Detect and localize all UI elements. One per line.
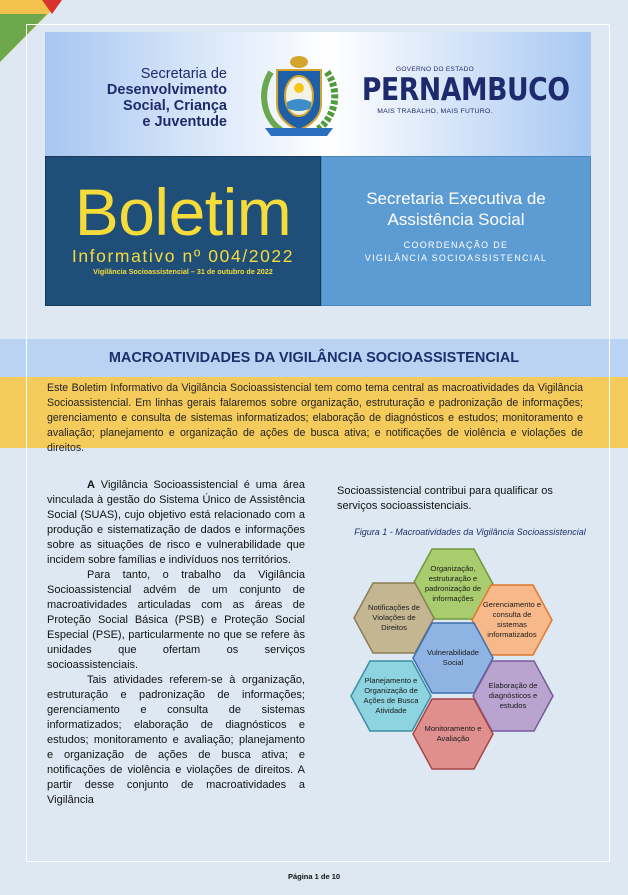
section-title: MACROATIVIDADES DA VIGILÂNCIA SOCIOASSISTENCIAL (0, 339, 628, 377)
hex-planejamento: Planejamento e Organização de Ações de Busca Atividade (350, 660, 432, 732)
frame-line-left (26, 339, 27, 448)
hex-notificacoes: Notificações de Violações de Direitos (353, 582, 435, 654)
boletim-date: Vigilância Socioassistencial – 31 de outubro de 2022 (93, 267, 273, 276)
boletim-number: Informativo nº 004/2022 (71, 246, 295, 266)
executive-secretariat-block (321, 156, 591, 306)
paragraph-2: Para tanto, o trabalho da Vigilância Socioassistencial advém de um conjunto de macroatividades articuladas com as áreas de Proteção Social Básica (PSB) e Proteção Social Especial (PSE), particularmente no que se refere às unidades que ofertam os serviços socioassistenciais. (47, 569, 305, 671)
boletim-title: Boletim (74, 175, 292, 249)
intro-paragraph: Este Boletim Informativo da Vigilância Socioassistencial tem como tema central as macroatividades da Vigilância Socioassistencial. Em linhas gerais falaremos sobre organização, estruturação e padronização de informações; gerenciamento e consulta de sistemas informatizados; elaboração de diagnósticos e estudos; monitoramento e avaliação; planejamento e organização de ações de busca ativa; e notificações de violência e violações de direitos. (47, 382, 583, 454)
paragraph-3: Tais atividades referem-se à organização, estruturação e padronização de informações; gerenciamento e consulta de sistemas informatizados; elaboração de diagnósticos e estudos; monitoramento e avaliação; planejamento e organização de ações de busca ativa; e notificações de violência e violações de direitos. A partir desse conjunto de macroatividades a Vigilância (47, 674, 305, 806)
hex-vulnerabilidade: Vulnerabilidade Social (412, 622, 494, 694)
secretaria-name: Secretaria de Desenvolvimento Social, Criança e Juventude (106, 66, 227, 130)
page-number: Página 1 de 10 (287, 872, 341, 881)
coat-of-arms-icon (255, 52, 343, 140)
hex-elaboracao: Elaboração de diagnósticos e estudos (472, 660, 554, 732)
hex-monitoramento: Monitoramento e Avaliação (412, 698, 494, 770)
hex-organizacao: Organização, estruturação e padronização de informações (412, 548, 494, 620)
coordination-name: COORDENAÇÃO DE VIGILÂNCIA SOCIOASSISTENCIAL (364, 240, 548, 263)
government-logo: GOVERNO DO ESTADO PERNAMBUCO MAIS TRABALHO, MAIS FUTURO. (361, 66, 570, 115)
executive-title: Secretaria Executiva de Assistência Social (366, 189, 546, 229)
body-right-column: Socioassistencial contribui para qualificar os serviços socioassistenciais. (337, 485, 553, 512)
body-left-column (47, 478, 305, 808)
macroactivities-diagram (352, 546, 552, 774)
frame-line-right (609, 339, 610, 448)
boletim-title-block (45, 156, 321, 306)
hex-gerenciamento: Gerenciamento e consulta de sistemas informatizados (471, 584, 553, 656)
header-banner (45, 32, 591, 156)
intro-band (0, 377, 628, 454)
paragraph-1: A Vigilância Socioassistencial é uma área vinculada à gestão do Sistema Único de Assistência Social (SUAS), cujo objetivo está relacionado com a produção e sistematização de dados e informações sobre as situações de risco e vulnerabilidade que incidem sobre famílias e indivíduos nos territórios. (47, 479, 305, 566)
figure-caption: Figura 1 - Macroatividades da Vigilância Socioassistencial (354, 527, 586, 537)
